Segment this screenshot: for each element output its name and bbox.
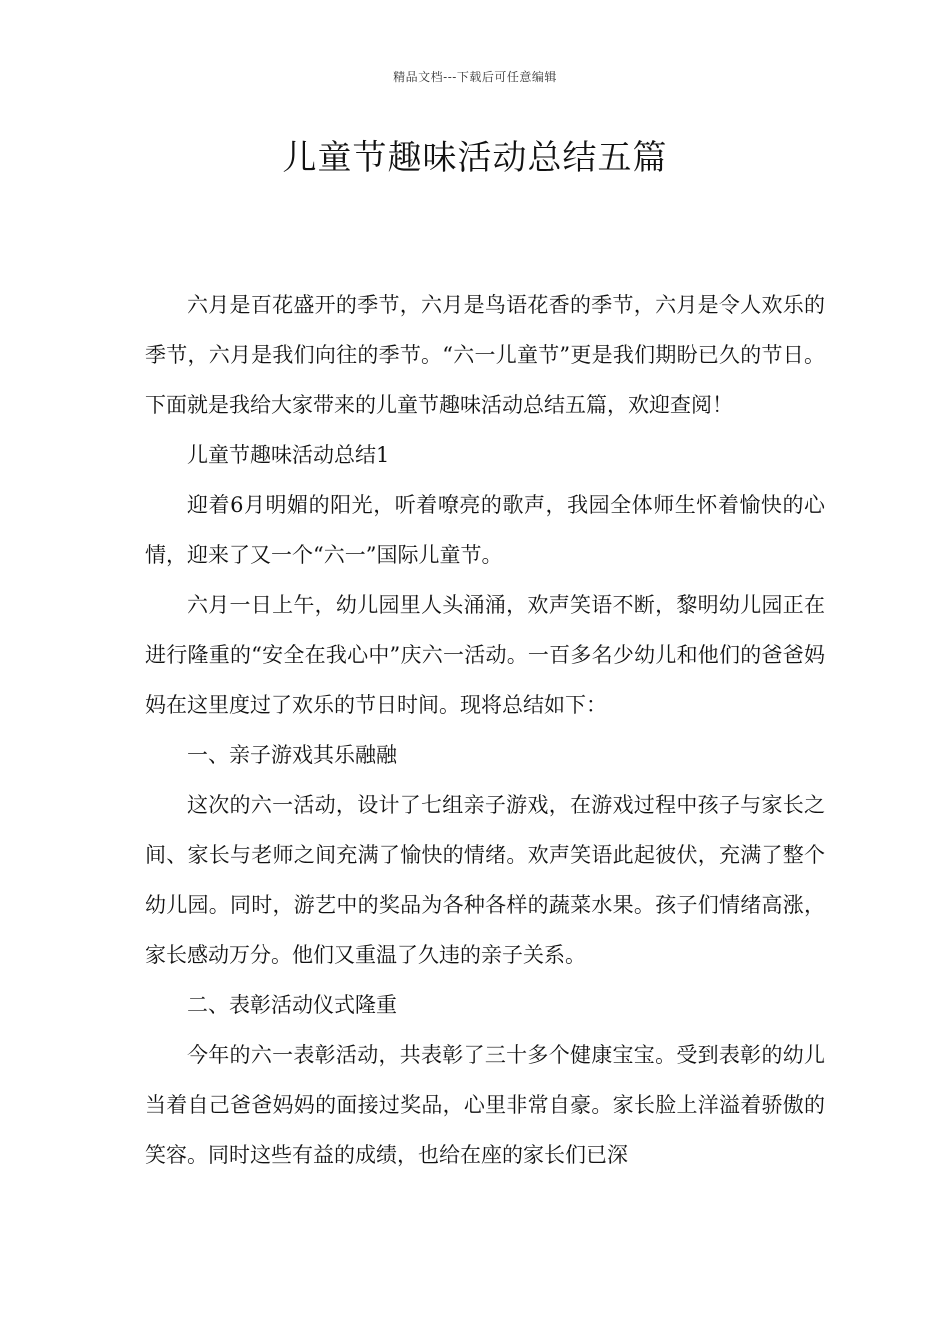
- body-paragraph: 六月一日上午，幼儿园里人头涌涌，欢声笑语不断，黎明幼儿园正在进行隆重的“安全在我心中”庆六一活动。一百多名少幼儿和他们的爸爸妈妈在这里度过了欢乐的节日时间。现将总结如下：: [145, 593, 825, 717]
- page-header-note: 精品文档---下载后可任意编辑: [393, 70, 557, 84]
- intro-paragraph: 六月是百花盛开的季节，六月是鸟语花香的季节，六月是令人欢乐的季节，六月是我们向往的季节。“六一儿童节”更是我们期盼已久的节日。下面就是我给大家带来的儿童节趣味活动总结五篇，欢迎查阅！: [145, 293, 825, 417]
- body-paragraph: 今年的六一表彰活动，共表彰了三十多个健康宝宝。受到表彰的幼儿当着自己爸爸妈妈的面接过奖品，心里非常自豪。家长脸上洋溢着骄傲的笑容。同时这些有益的成绩，也给在座的家长们已深: [145, 1043, 825, 1167]
- body-paragraph: 这次的六一活动，设计了七组亲子游戏，在游戏过程中孩子与家长之间、家长与老师之间充满了愉快的情绪。欢声笑语此起彼伏，充满了整个幼儿园。同时，游艺中的奖品为各种各样的蔬菜水果。孩子们情绪高涨，家长感动万分。他们又重温了久违的亲子关系。: [145, 793, 825, 967]
- subheading-parent-child-games: 一、亲子游戏其乐融融: [187, 743, 397, 767]
- document-body: [145, 280, 825, 1180]
- section-heading-1: 儿童节趣味活动总结1: [187, 443, 390, 467]
- subheading-awards-ceremony: 二、表彰活动仪式隆重: [187, 993, 397, 1017]
- document-title: 儿童节趣味活动总结五篇: [282, 138, 668, 178]
- body-paragraph: 迎着6月明媚的阳光，听着嘹亮的歌声，我园全体师生怀着愉快的心情，迎来了又一个“六一”国际儿童节。: [145, 493, 825, 567]
